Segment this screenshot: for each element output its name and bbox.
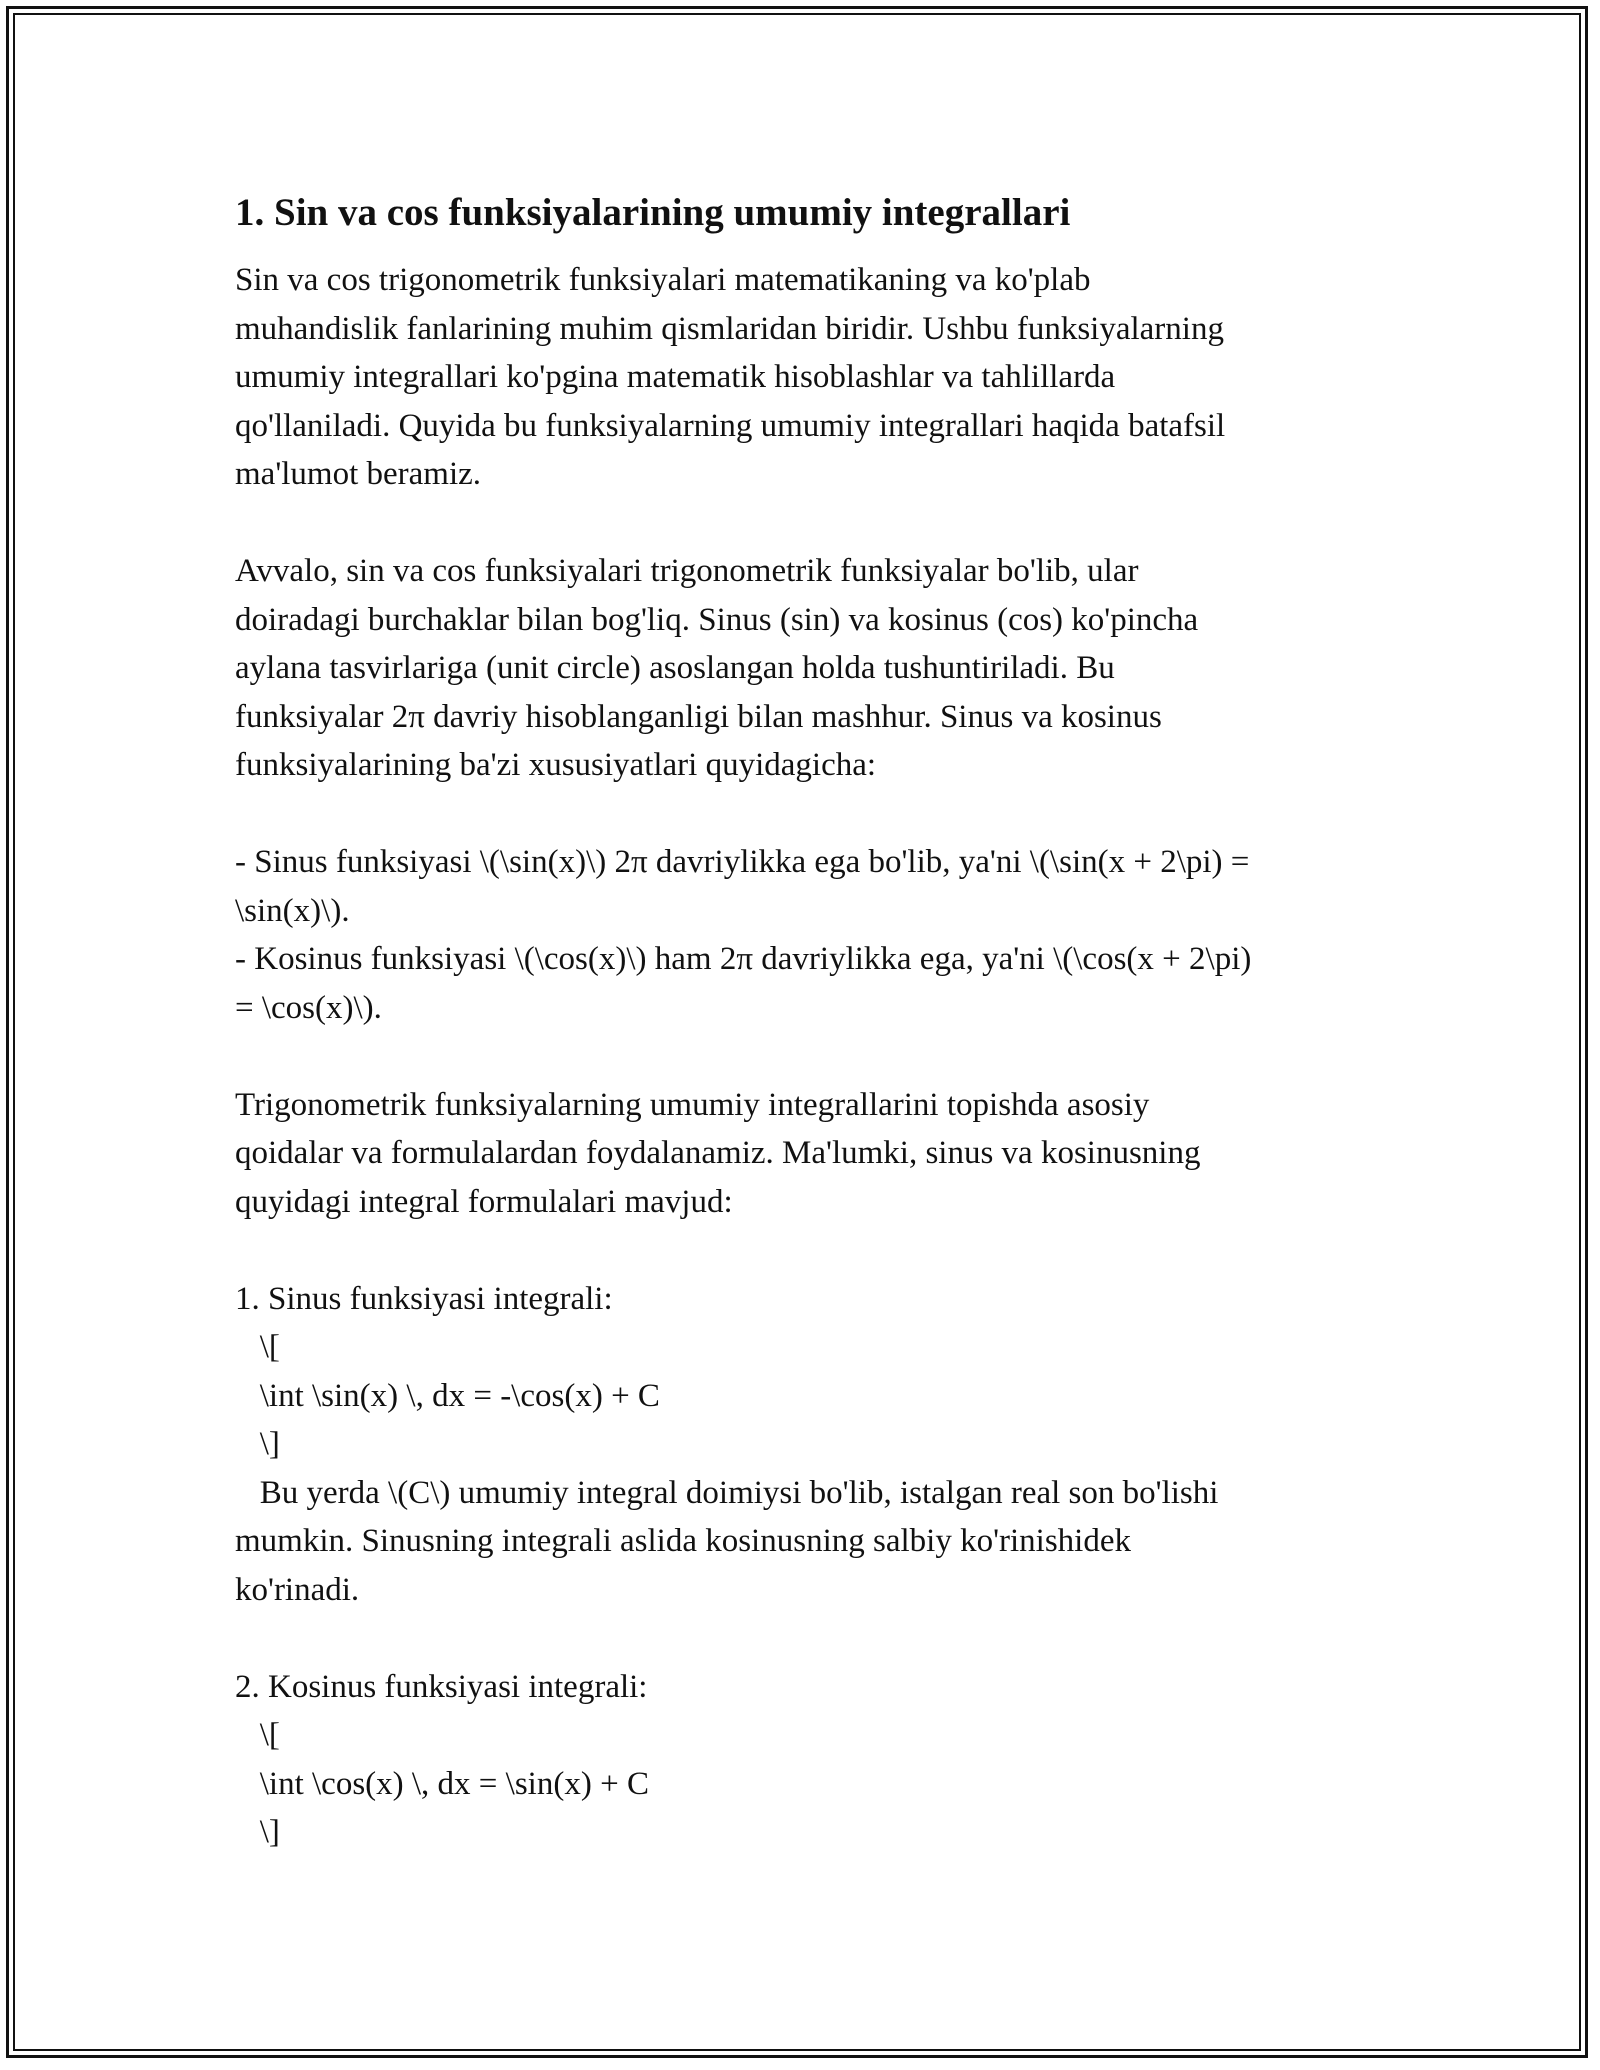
text-line: funksiyalarining ba'zi xususiyatlari quyidagicha: xyxy=(235,747,877,783)
blank-line xyxy=(235,1614,1380,1663)
blank-line xyxy=(235,1226,1380,1275)
text-line: 2. Kosinus funksiyasi integrali: xyxy=(235,1668,648,1705)
text-line: quyidagi integral formulalari mavjud: xyxy=(235,1183,733,1220)
text-line: Avvalo, sin va cos funksiyalari trigonometrik funksiyalar bo'lib, ular xyxy=(235,553,1139,589)
text-line: aylana tasvirlariga (unit circle) asoslangan holda tushuntiriladi. Bu xyxy=(235,650,1115,686)
blank-line xyxy=(235,1032,1380,1081)
document-text xyxy=(235,256,1380,1857)
text-line: \] xyxy=(235,1814,280,1850)
text-line: 1. Sinus funksiyasi integrali: xyxy=(235,1280,613,1317)
text-line: doiradagi burchaklar bilan bog'liq. Sinus (sin) va kosinus (cos) ko'pincha xyxy=(235,601,1199,638)
blank-line xyxy=(235,790,1380,839)
text-line: Bu yerda \(C\) umumiy integral doimiysi bo'lib, istalgan real son bo'lishi xyxy=(235,1474,1219,1511)
text-line: \[ xyxy=(235,1717,280,1753)
text-line: qoidalar va formulalardan foydalanamiz. Ma'lumki, sinus va kosinusning xyxy=(235,1135,1201,1171)
text-line: - Kosinus funksiyasi \(\cos(x)\) ham 2π davriylikka ega, ya'ni \(\cos(x + 2\pi) xyxy=(235,941,1252,977)
text-line: \] xyxy=(235,1426,280,1462)
text-line: \int \cos(x) \, dx = \sin(x) + C xyxy=(235,1765,649,1802)
text-line: - Sinus funksiyasi \(\sin(x)\) 2π davriylikka ega bo'lib, ya'ni \(\sin(x + 2\pi) = xyxy=(235,844,1250,880)
text-line: Sin va cos trigonometrik funksiyalari matematikaning va ko'plab xyxy=(235,262,1091,298)
text-line: \sin(x)\). xyxy=(235,892,350,929)
text-line: = \cos(x)\). xyxy=(235,989,382,1026)
text-line: Trigonometrik funksiyalarning umumiy integrallarini topishda asosiy xyxy=(235,1086,1150,1123)
text-line: umumiy integrallari ko'pgina matematik hisoblashlar va tahlillarda xyxy=(235,359,1116,395)
document-body xyxy=(235,186,1380,1857)
text-line: ma'lumot beramiz. xyxy=(235,456,482,492)
section-heading: 1. Sin va cos funksiyalarining umumiy integrallari xyxy=(235,191,1071,234)
text-line: funksiyalar 2π davriy hisoblanganligi bilan mashhur. Sinus va kosinus xyxy=(235,698,1162,735)
text-line: ko'rinadi. xyxy=(235,1571,360,1608)
text-line: qo'llaniladi. Quyida bu funksiyalarning umumiy integrallari haqida batafsil xyxy=(235,407,1226,444)
text-line: \int \sin(x) \, dx = -\cos(x) + C xyxy=(235,1377,660,1414)
text-line: mumkin. Sinusning integrali aslida kosinusning salbiy ko'rinishidek xyxy=(235,1523,1131,1559)
text-line: \[ xyxy=(235,1329,280,1365)
text-line: muhandislik fanlarining muhim qismlaridan biridir. Ushbu funksiyalarning xyxy=(235,310,1224,347)
blank-line xyxy=(235,499,1380,548)
